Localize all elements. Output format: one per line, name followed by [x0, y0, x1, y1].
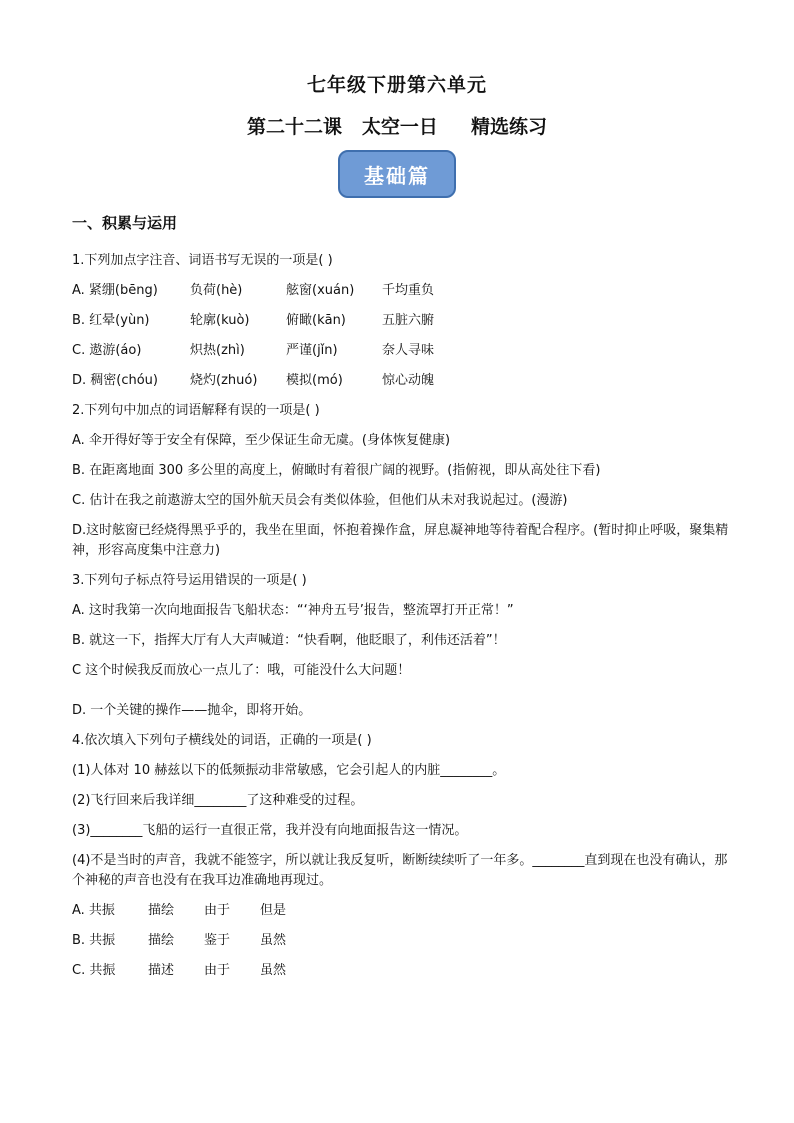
option-cell: 严谨(jǐn): [286, 343, 338, 358]
page-title: 七年级下册第六单元: [306, 74, 487, 96]
q1-option-a: [72, 276, 732, 306]
q4-sentence-4: (4)不是当时的声音，我就不能签字，所以就让我反复听，断断续续听了一年多。________直到现在也没有确认，那个神秘的声音也没有在我耳边准确地再现过。: [72, 853, 728, 888]
q3-option-b: B. 就这一下，指挥大厅有人大声喊道：“快看啊，他眨眼了，利伟还活着”！: [72, 633, 506, 648]
option-cell: 但是: [260, 903, 287, 918]
option-cell: 烧灼(zhuó): [190, 373, 258, 388]
option-cell: 模拟(mó): [286, 373, 343, 388]
option-cell: D. 稠密(chóu): [72, 373, 158, 388]
option-cell: 千均重负: [382, 283, 435, 298]
q4-option-a: [72, 896, 732, 926]
q4-sentence-1: (1)人体对 10 赫兹以下的低频振动非常敏感，它会引起人的内脏________。: [72, 763, 506, 778]
option-cell: C. 共振: [72, 963, 116, 978]
option-cell: 由于: [204, 903, 231, 918]
option-cell: 惊心动魄: [382, 373, 435, 388]
option-cell: C. 遨游(áo): [72, 343, 142, 358]
option-cell: A. 共振: [72, 903, 115, 918]
q2-option-c: C. 估计在我之前遨游太空的国外航天员会有类似体验，但他们从未对我说起过。(漫游): [72, 493, 568, 508]
question-2-stem: 2.下列句中加点的词语解释有误的一项是( ): [72, 403, 320, 418]
q2-option-a: A. 伞开得好等于安全有保障，至少保证生命无虞。(身体恢复健康): [72, 433, 451, 448]
option-cell: 由于: [204, 963, 231, 978]
option-cell: 虽然: [260, 963, 287, 978]
q1-option-d: [72, 366, 732, 396]
option-cell: B. 红晕(yùn): [72, 313, 150, 328]
q4-option-c: [72, 956, 732, 986]
option-cell: 描绘: [148, 933, 175, 948]
option-cell: B. 共振: [72, 933, 116, 948]
exercise-content: [72, 208, 732, 986]
q1-option-b: [72, 306, 732, 336]
q3-option-a: A. 这时我第一次向地面报告飞船状态：“‘神舟五号’报告，整流罩打开正常！”: [72, 603, 514, 618]
question-4-stem: 4.依次填入下列句子横线处的词语，正确的一项是( ): [72, 733, 372, 748]
q1-option-c: [72, 336, 732, 366]
option-cell: 舷窗(xuán): [286, 283, 355, 298]
question-3-stem: 3.下列句子标点符号运用错误的一项是( ): [72, 573, 307, 588]
q4-sentence-2: (2)飞行回来后我详细________了这种难受的过程。: [72, 793, 364, 808]
q4-sentence-3: (3)________飞船的运行一直很正常，我并没有向地面报告这一情况。: [72, 823, 468, 838]
option-cell: 奈人寻味: [382, 343, 435, 358]
question-1-stem: 1.下列加点字注音、词语书写无误的一项是( ): [72, 253, 333, 268]
q3-option-d: D. 一个关键的操作——抛伞，即将开始。: [72, 703, 312, 718]
q2-option-d: D.这时舷窗已经烧得黑乎乎的，我坐在里面，怀抱着操作盒，屏息凝神地等待着配合程序。(暂时抑止呼吸，聚集精神，形容高度集中注意力): [72, 523, 729, 558]
q2-option-b: B. 在距离地面 300 多公里的高度上，俯瞰时有着很广阔的视野。(指俯视，即从高处往下看): [72, 463, 601, 478]
lesson-title: 第二十二课 太空一日 精选练习: [247, 116, 547, 138]
option-cell: 鉴于: [204, 933, 231, 948]
q3-option-c: C 这个时候我反而放心一点儿了：哦，可能没什么大问题！: [72, 663, 411, 678]
section-heading: 一、积累与运用: [72, 214, 178, 232]
option-cell: 描绘: [148, 903, 175, 918]
option-cell: A. 紧绷(bēng): [72, 283, 158, 298]
level-badge: 基础篇: [338, 150, 456, 198]
option-cell: 虽然: [260, 933, 287, 948]
option-cell: 俯瞰(kān): [286, 313, 346, 328]
option-cell: 负荷(hè): [190, 283, 243, 298]
option-cell: 五脏六腑: [382, 313, 435, 328]
option-cell: 轮廓(kuò): [190, 313, 250, 328]
q4-option-b: [72, 926, 732, 956]
option-cell: 炽热(zhì): [190, 343, 245, 358]
option-cell: 描述: [148, 963, 175, 978]
